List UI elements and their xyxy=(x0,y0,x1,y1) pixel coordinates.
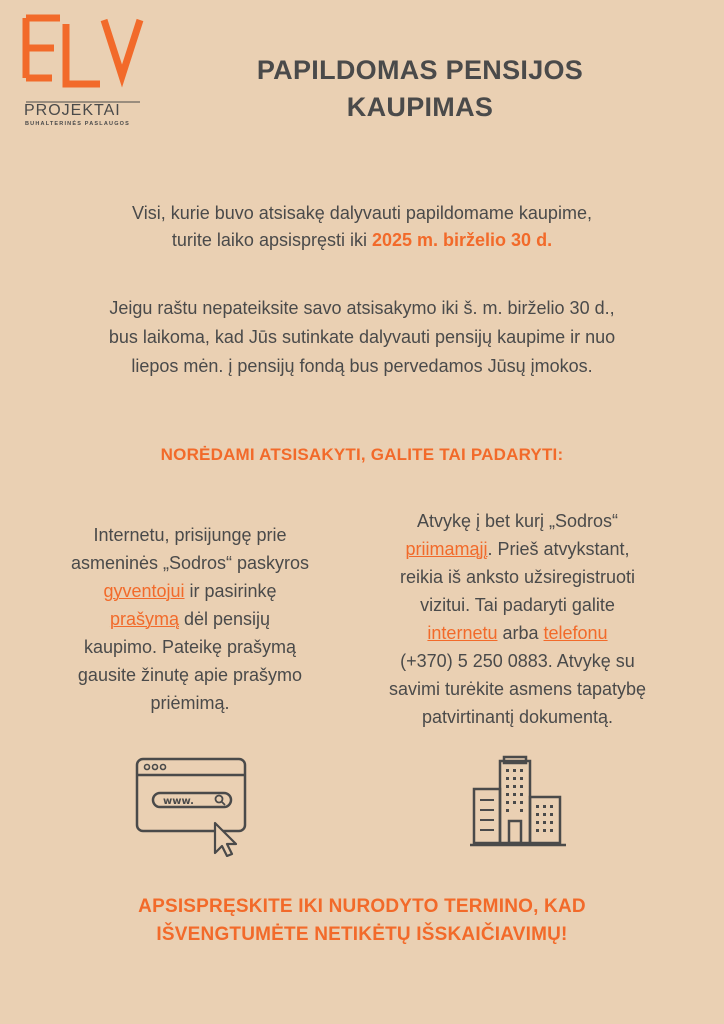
telefonu-link[interactable]: telefonu xyxy=(543,623,608,643)
footer-line-2: IŠVENGTUMĖTE NETIKĖTŲ IŠSKAIČIAVIMŲ! xyxy=(156,924,568,945)
online-line-1: Internetu, prisijungę prie xyxy=(93,525,287,545)
notice-line-3: liepos mėn. į pensijų fondą bus pervedamos Jūsų įmokos. xyxy=(131,356,593,376)
visit-line-2-text: . Prieš atvykstant, xyxy=(487,539,630,559)
logo-subtitle: BUHALTERINĖS PASLAUGOS xyxy=(25,121,131,127)
section-heading: NORĖDAMI ATSISAKYTI, GALITE TAI PADARYTI: xyxy=(160,445,564,464)
page-title xyxy=(190,52,650,126)
online-line-4-text: dėl pensijų xyxy=(178,609,271,629)
footer-warning xyxy=(60,893,664,949)
online-line-7: priėmimą. xyxy=(150,693,230,713)
prasyma-link[interactable]: prašymą xyxy=(109,609,179,629)
visit-option xyxy=(345,507,690,731)
visit-line-6: (+370) 5 250 0883. Atvykę su xyxy=(400,651,635,671)
visit-line-2 xyxy=(345,535,690,563)
browser-window-icon xyxy=(135,757,251,857)
office-building-icon xyxy=(470,755,566,851)
notice-line-1: Jeigu raštu nepateiksite savo atsisakymo iki š. m. birželio 30 d., xyxy=(109,298,615,318)
internetu-link[interactable]: internetu xyxy=(427,623,498,643)
gyventojui-link[interactable]: gyventojui xyxy=(103,581,185,601)
visit-line-8: patvirtinantį dokumentą. xyxy=(421,707,614,727)
logo-name: PROJEKTAI xyxy=(24,102,121,119)
notice-line-2: bus laikoma, kad Jūs sutinkate dalyvauti pensijų kaupime ir nuo xyxy=(108,327,616,347)
visit-line-5 xyxy=(345,619,690,647)
visit-line-1: Atvykę į bet kurį „Sodros“ xyxy=(416,511,619,531)
online-line-6: gausite žinutę apie prašymo xyxy=(77,665,303,685)
intro-line-2 xyxy=(40,227,684,254)
intro-paragraph xyxy=(40,200,684,254)
visit-line-4: vizitui. Tai padaryti galite xyxy=(420,595,615,615)
title-line-1: PAPILDOMAS PENSIJOS xyxy=(256,55,584,85)
visit-line-7: savimi turėkite asmens tapatybę xyxy=(388,679,647,699)
notice-paragraph xyxy=(30,294,694,381)
deadline-highlight: 2025 m. birželio 30 d. xyxy=(371,230,553,250)
online-line-2: asmeninės „Sodros“ paskyros xyxy=(70,553,310,573)
intro-line-1: Visi, kurie buvo atsisakę dalyvauti papildomame kaupime, xyxy=(132,203,592,223)
online-line-5: kaupimo. Pateikę prašymą xyxy=(83,637,297,657)
title-line-2: KAUPIMAS xyxy=(346,92,494,122)
visit-line-3: reikia iš anksto užsiregistruoti xyxy=(399,567,636,587)
browser-url-text: www. xyxy=(163,796,194,807)
priimamasis-link[interactable]: priimamąjį xyxy=(405,539,488,559)
online-line-4 xyxy=(30,605,350,633)
online-line-3 xyxy=(30,577,350,605)
visit-line-5-text: arba xyxy=(497,623,544,643)
intro-line-2-text: turite laiko apsispręsti iki xyxy=(171,230,372,250)
footer-line-1: APSISPRĘSKITE IKI NURODYTO TERMINO, KAD xyxy=(138,896,586,917)
online-line-3-text: ir pasirinkę xyxy=(184,581,277,601)
online-option xyxy=(30,521,350,717)
